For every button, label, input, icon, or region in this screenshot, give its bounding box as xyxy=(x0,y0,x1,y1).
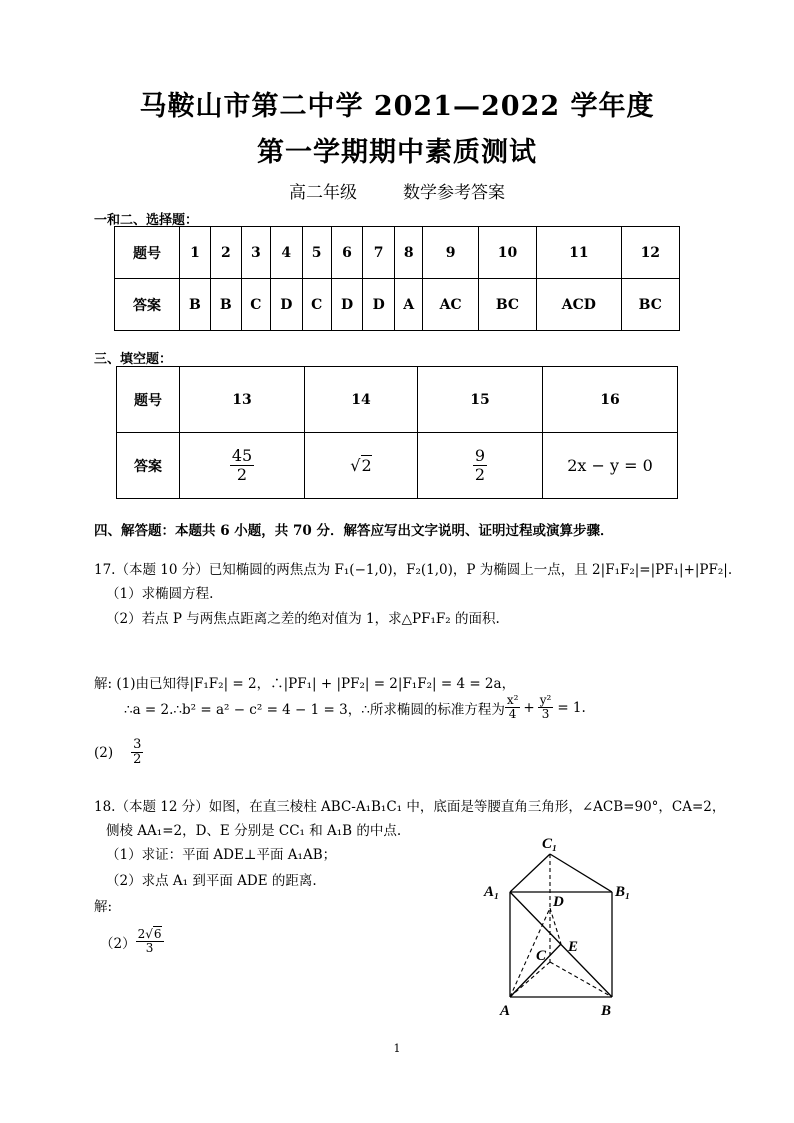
fraction-numerator: 3 xyxy=(133,737,142,752)
q17-part1: （1）求椭圆方程. xyxy=(106,586,214,602)
table-cell: 10 xyxy=(478,227,536,279)
q18-solution-label: 解: xyxy=(94,899,113,915)
answer-14: √2 xyxy=(305,433,418,499)
table-cell: 4 xyxy=(270,227,302,279)
part-label: （2） xyxy=(100,935,136,952)
label-b1: B₁ xyxy=(615,884,631,900)
answer-15 xyxy=(418,433,543,499)
answer-16: 2x − y = 0 xyxy=(543,433,678,499)
fraction-denominator: 2 xyxy=(133,752,142,768)
edge-a-c xyxy=(510,962,550,997)
table-cell: D xyxy=(331,279,363,331)
fraction-numerator: 45 xyxy=(231,446,253,466)
choice-answer-table xyxy=(114,226,680,331)
table-cell: 2 xyxy=(210,227,241,279)
table-cell: 12 xyxy=(621,227,679,279)
fraction-denominator: 3 xyxy=(145,941,154,956)
fraction-denominator: 2 xyxy=(236,465,248,484)
title-line-2: 第一学期期中素质测试 xyxy=(257,137,537,168)
table-cell: C xyxy=(302,279,331,331)
fraction-denominator: 2 xyxy=(474,465,486,484)
q17-part2: （2）若点 P 与两焦点距离之差的绝对值为 1，求△PF₁F₂ 的面积. xyxy=(106,611,500,627)
q17-stem: 17.（本题 10 分）已知椭圆的两焦点为 F₁(−1,0)，F₂(1,0)，P 为椭圆上一点，且 2|F₁F₂|=|PF₁|+|PF₂|. xyxy=(94,562,733,578)
q18-part2-answer xyxy=(100,928,164,955)
table-row xyxy=(117,367,678,433)
part-label: (2) xyxy=(94,744,114,761)
table-cell: BC xyxy=(621,279,679,331)
equals-one: = 1. xyxy=(557,699,586,716)
label-c1: C₁ xyxy=(542,836,558,852)
edge-c1-b1 xyxy=(550,854,612,892)
sqrt-radicand: 6 xyxy=(153,927,162,941)
table-row xyxy=(115,279,680,331)
section-solve-heading: 四、解答题：本题共 6 小题，共 70 分．解答应写出文字说明、证明过程或演算步骤． xyxy=(94,523,614,539)
table-cell: B xyxy=(210,279,241,331)
table-cell: 9 xyxy=(423,227,478,279)
q18-part1: （1）求证：平面 ADE⊥平面 A₁AB； xyxy=(106,847,337,863)
table-header-cell: 题号 xyxy=(117,367,180,433)
table-cell: 6 xyxy=(331,227,363,279)
table-row xyxy=(115,227,680,279)
edge-a1-c1 xyxy=(510,854,550,892)
table-cell: 14 xyxy=(305,367,418,433)
label-e: E xyxy=(568,939,579,955)
edge-c-b xyxy=(550,962,612,997)
section-fill-heading: 三、填空题： xyxy=(94,352,173,367)
label-d: D xyxy=(553,894,564,910)
table-cell: 1 xyxy=(180,227,211,279)
fraction-denominator: 4 xyxy=(508,707,517,722)
fraction-numerator: 9 xyxy=(474,446,486,466)
table-header-cell: 答案 xyxy=(117,433,180,499)
answer-13 xyxy=(180,433,305,499)
label-a: A xyxy=(500,1003,511,1019)
plus-sign: + xyxy=(523,699,535,716)
table-cell: D xyxy=(363,279,395,331)
subtitle xyxy=(0,178,794,203)
label-a1: A₁ xyxy=(484,884,500,900)
label-c: C xyxy=(536,948,547,964)
table-cell: 13 xyxy=(180,367,305,433)
title-line-1: 马鞍山市第二中学 2021—2022 学年度 xyxy=(139,91,655,122)
table-cell: AC xyxy=(423,279,478,331)
table-cell: BC xyxy=(478,279,536,331)
q18-stem-line1: 18.（本题 12 分）如图，在直三棱柱 ABC-A₁B₁C₁ 中，底面是等腰直角三角形，∠ACB=90°，CA=2， xyxy=(94,799,726,815)
table-header-cell: 答案 xyxy=(115,279,180,331)
table-row xyxy=(117,433,678,499)
table-cell: 7 xyxy=(363,227,395,279)
q18-stem-line2: 侧棱 AA₁=2，D、E 分别是 CC₁ 和 A₁B 的中点. xyxy=(106,823,402,839)
label-b: B xyxy=(601,1003,612,1019)
q17-solution-line1: 解: (1)由已知得|F₁F₂| = 2，∴|PF₁| + |PF₂| = 2|F₁F₂| = 4 = 2a， xyxy=(94,676,516,692)
sqrt-radicand: 2 xyxy=(361,456,372,475)
prism-figure xyxy=(470,826,640,1022)
table-cell: ACD xyxy=(537,279,622,331)
solution-text: ∴a = 2.∴b² = a² − c² = 4 − 1 = 3，∴所求椭圆的标准方程为 xyxy=(124,701,505,718)
table-cell: D xyxy=(270,279,302,331)
root-coefficient: 2 xyxy=(137,927,146,941)
q17-part2-answer xyxy=(94,738,143,768)
subject-label: 数学参考答案 xyxy=(403,183,505,203)
section-choice-heading: 一和二、选择题： xyxy=(94,213,199,228)
grade-label: 高二年级 xyxy=(289,183,357,203)
table-cell: 3 xyxy=(241,227,270,279)
table-cell: 11 xyxy=(537,227,622,279)
table-cell: A xyxy=(394,279,423,331)
table-cell: 8 xyxy=(394,227,423,279)
fill-answer-table xyxy=(116,366,678,499)
page-number: 1 xyxy=(393,1042,401,1055)
q17-solution-line2 xyxy=(124,694,586,721)
table-cell: 15 xyxy=(418,367,543,433)
table-cell: B xyxy=(180,279,211,331)
table-header-cell: 题号 xyxy=(115,227,180,279)
table-cell: 16 xyxy=(543,367,678,433)
fraction-numerator: y² xyxy=(539,693,552,707)
fraction-denominator: 3 xyxy=(541,707,550,722)
table-cell: 5 xyxy=(302,227,331,279)
table-cell: C xyxy=(241,279,270,331)
fraction-numerator: 2√6 xyxy=(137,927,162,941)
q18-part2: （2）求点 A₁ 到平面 ADE 的距离. xyxy=(106,873,317,889)
fraction-numerator: x² xyxy=(506,693,519,707)
